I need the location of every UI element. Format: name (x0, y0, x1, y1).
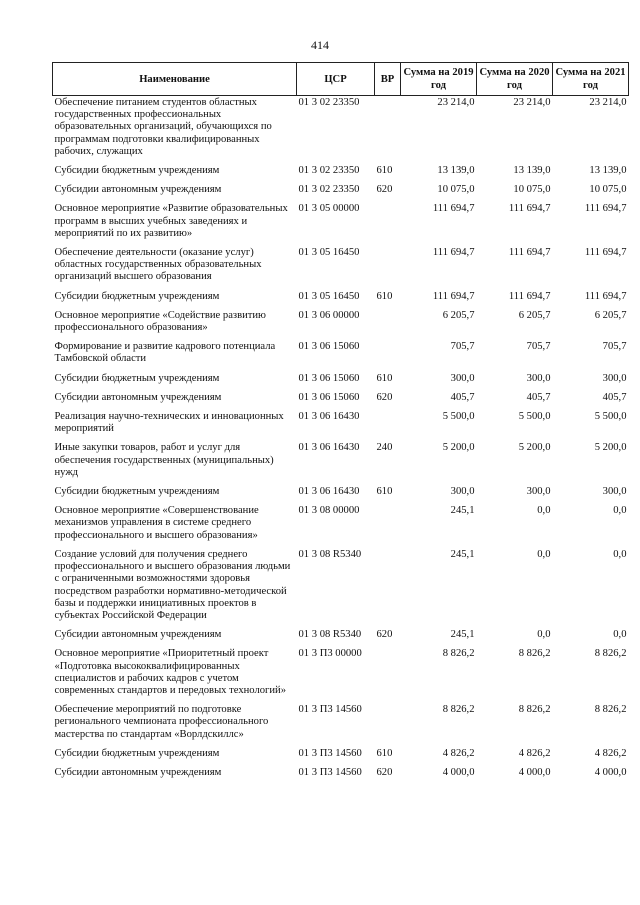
row-csr-code: 01 3 06 15060 (298, 372, 360, 384)
row-vr-code (375, 246, 401, 290)
row-sum-2020: 10 075,0 (513, 184, 551, 196)
row-vr-code (375, 548, 401, 628)
row-sum-2019: 245,1 (450, 629, 475, 641)
row-vr-code: 610 (376, 486, 393, 498)
row-sum-2019: 5 500,0 (442, 411, 475, 423)
table-row (53, 410, 629, 441)
table-row (53, 485, 629, 504)
row-sum-2020: 6 205,7 (518, 309, 551, 321)
table-row (53, 747, 629, 766)
row-name: Обеспечение мероприятий по подготовке регионального чемпионата профессионального мастерства по стандартам «Ворлдскиллс» (54, 704, 269, 740)
row-vr-code (375, 703, 401, 747)
row-sum-2021: 4 826,2 (594, 747, 627, 759)
row-sum-2020: 4 826,2 (518, 747, 551, 759)
row-vr-code (375, 202, 401, 246)
table-row (53, 441, 629, 485)
row-sum-2020: 111 694,7 (508, 290, 551, 302)
row-vr-code: 610 (376, 372, 393, 384)
row-sum-2020: 8 826,2 (518, 704, 551, 716)
row-name: Субсидии автономным учреждениям (54, 629, 222, 641)
row-sum-2021: 13 139,0 (589, 165, 627, 177)
row-sum-2019: 245,1 (450, 548, 475, 560)
row-sum-2019: 4 826,2 (442, 747, 475, 759)
row-csr-code: 01 3 П3 14560 (298, 747, 362, 759)
row-sum-2019: 13 139,0 (437, 165, 475, 177)
row-name: Формирование и развитие кадрового потенциала Тамбовской области (54, 341, 276, 365)
row-vr-code: 620 (376, 766, 393, 778)
row-csr-code: 01 3 П3 00000 (298, 648, 362, 660)
row-sum-2019: 111 694,7 (432, 203, 475, 215)
table-row (53, 548, 629, 628)
row-csr-code: 01 3 08 R5340 (298, 548, 362, 560)
table-row (53, 202, 629, 246)
row-name: Создание условий для получения среднего профессионального и высшего образования людьми с ограниченными возможностями здоровья посредством разработки нормативно-методической базы и поддержки инициативных проектов в субъектах Российской Федерации (54, 548, 291, 621)
row-name: Основное мероприятие «Совершенствование механизмов управления в системе среднего профессионального и высшего образования» (54, 505, 259, 541)
row-name: Обеспечение деятельности (оказание услуг) областных государственных образовательных организаций высшего образования (54, 247, 262, 283)
row-csr-code: 01 3 02 23350 (298, 184, 360, 196)
row-sum-2021: 6 205,7 (594, 309, 627, 321)
row-sum-2020: 4 000,0 (518, 766, 551, 778)
header-sum-2021: Сумма на 2021 год (553, 63, 629, 96)
row-vr-code (375, 410, 401, 441)
header-sum-2019: Сумма на 2019 год (401, 63, 477, 96)
table-row (53, 290, 629, 309)
row-sum-2021: 0,0 (613, 505, 627, 517)
row-sum-2019: 300,0 (450, 372, 475, 384)
table-row (53, 96, 629, 165)
header-name: Наименование (53, 63, 297, 96)
row-sum-2020: 0,0 (537, 548, 551, 560)
row-csr-code: 01 3 06 16430 (298, 411, 360, 423)
row-sum-2021: 300,0 (602, 486, 627, 498)
table-row (53, 647, 629, 703)
row-sum-2020: 300,0 (526, 372, 551, 384)
row-sum-2021: 111 694,7 (584, 247, 627, 259)
row-vr-code: 240 (376, 442, 393, 454)
row-name: Субсидии автономным учреждениям (54, 766, 222, 778)
row-name: Реализация научно-технических и инновационных мероприятий (54, 411, 284, 435)
row-sum-2019: 705,7 (450, 341, 475, 353)
table-header (53, 63, 629, 96)
row-sum-2021: 705,7 (602, 341, 627, 353)
table-row (53, 164, 629, 183)
row-sum-2020: 0,0 (537, 629, 551, 641)
row-sum-2020: 111 694,7 (508, 203, 551, 215)
row-vr-code (375, 96, 401, 165)
row-name: Субсидии автономным учреждениям (54, 391, 222, 403)
row-sum-2021: 10 075,0 (589, 184, 627, 196)
row-csr-code: 01 3 П3 14560 (298, 704, 362, 716)
row-sum-2019: 4 000,0 (442, 766, 475, 778)
row-name: Субсидии бюджетным учреждениям (54, 486, 220, 498)
row-vr-code: 610 (376, 290, 393, 302)
row-sum-2020: 5 200,0 (518, 442, 551, 454)
table-row (53, 372, 629, 391)
budget-table (52, 62, 629, 785)
row-name: Основное мероприятие «Приоритетный проект «Подготовка высококвалифицированных специалистов и рабочих кадров с учетом современных стандартов и передовых технологий» (54, 648, 287, 696)
row-sum-2019: 245,1 (450, 505, 475, 517)
row-sum-2020: 300,0 (526, 486, 551, 498)
row-vr-code (375, 647, 401, 703)
table-row (53, 703, 629, 747)
row-csr-code: 01 3 08 R5340 (298, 629, 362, 641)
row-sum-2020: 13 139,0 (513, 165, 551, 177)
row-csr-code: 01 3 02 23350 (298, 97, 360, 108)
table-row (53, 246, 629, 290)
row-sum-2021: 111 694,7 (584, 290, 627, 302)
row-sum-2021: 405,7 (602, 391, 627, 403)
row-name: Обеспечение питанием студентов областных государственных профессиональных образовательных организаций, обучающихся по программам подготовки квалифицированных рабочих, служащих (54, 97, 272, 157)
row-csr-code: 01 3 06 16430 (298, 442, 360, 454)
table-row (53, 309, 629, 340)
row-name: Субсидии бюджетным учреждениям (54, 747, 220, 759)
row-sum-2021: 23 214,0 (589, 97, 627, 108)
row-sum-2021: 0,0 (613, 548, 627, 560)
row-sum-2019: 8 826,2 (442, 648, 475, 660)
header-sum-2020: Сумма на 2020 год (477, 63, 553, 96)
row-sum-2021: 8 826,2 (594, 648, 627, 660)
row-csr-code: 01 3 02 23350 (298, 165, 360, 177)
table-row (53, 340, 629, 371)
row-sum-2020: 0,0 (537, 505, 551, 517)
row-csr-code: 01 3 08 00000 (298, 505, 360, 517)
table-row (53, 504, 629, 548)
table-body (53, 96, 629, 786)
row-sum-2019: 405,7 (450, 391, 475, 403)
header-csr: ЦСР (297, 63, 375, 96)
row-name: Иные закупки товаров, работ и услуг для обеспечения государственных (муниципальных) нужд (54, 442, 274, 478)
row-sum-2020: 111 694,7 (508, 247, 551, 259)
row-vr-code: 620 (376, 629, 393, 641)
header-vr: ВР (375, 63, 401, 96)
row-vr-code: 620 (376, 184, 393, 196)
row-sum-2019: 8 826,2 (442, 704, 475, 716)
row-name: Субсидии бюджетным учреждениям (54, 165, 220, 177)
row-sum-2019: 6 205,7 (442, 309, 475, 321)
row-sum-2020: 5 500,0 (518, 411, 551, 423)
row-sum-2021: 300,0 (602, 372, 627, 384)
row-sum-2021: 0,0 (613, 629, 627, 641)
row-vr-code (375, 309, 401, 340)
row-csr-code: 01 3 06 16430 (298, 486, 360, 498)
row-sum-2021: 4 000,0 (594, 766, 627, 778)
row-vr-code (375, 504, 401, 548)
row-csr-code: 01 3 П3 14560 (298, 766, 362, 778)
row-csr-code: 01 3 05 16450 (298, 290, 360, 302)
row-name: Субсидии бюджетным учреждениям (54, 290, 220, 302)
row-sum-2020: 23 214,0 (513, 97, 551, 108)
table-row (53, 183, 629, 202)
table-row (53, 391, 629, 410)
row-vr-code (375, 340, 401, 371)
row-sum-2020: 705,7 (526, 341, 551, 353)
row-sum-2021: 8 826,2 (594, 704, 627, 716)
row-sum-2019: 5 200,0 (442, 442, 475, 454)
row-name: Субсидии автономным учреждениям (54, 184, 222, 196)
row-vr-code: 610 (376, 747, 393, 759)
row-sum-2021: 111 694,7 (584, 203, 627, 215)
row-name: Основное мероприятие «Развитие образовательных программ в высших учебных заведениях и мероприятий по их развитию» (54, 203, 288, 239)
row-sum-2019: 111 694,7 (432, 247, 475, 259)
row-sum-2021: 5 500,0 (594, 411, 627, 423)
row-name: Основное мероприятие «Содействие развитию профессионального образования» (54, 309, 266, 334)
row-csr-code: 01 3 05 00000 (298, 203, 360, 215)
row-sum-2019: 300,0 (450, 486, 475, 498)
row-sum-2019: 111 694,7 (432, 290, 475, 302)
row-sum-2020: 405,7 (526, 391, 551, 403)
table-row (53, 766, 629, 785)
row-csr-code: 01 3 06 00000 (298, 309, 360, 321)
row-sum-2020: 8 826,2 (518, 648, 551, 660)
row-sum-2019: 23 214,0 (437, 97, 475, 108)
row-vr-code: 610 (376, 165, 393, 177)
row-csr-code: 01 3 06 15060 (298, 391, 360, 403)
table-row (53, 628, 629, 647)
row-sum-2019: 10 075,0 (437, 184, 475, 196)
page-number: 414 (311, 38, 329, 52)
row-csr-code: 01 3 05 16450 (298, 247, 360, 259)
row-name: Субсидии бюджетным учреждениям (54, 372, 220, 384)
row-sum-2021: 5 200,0 (594, 442, 627, 454)
row-csr-code: 01 3 06 15060 (298, 341, 360, 353)
row-vr-code: 620 (376, 391, 393, 403)
